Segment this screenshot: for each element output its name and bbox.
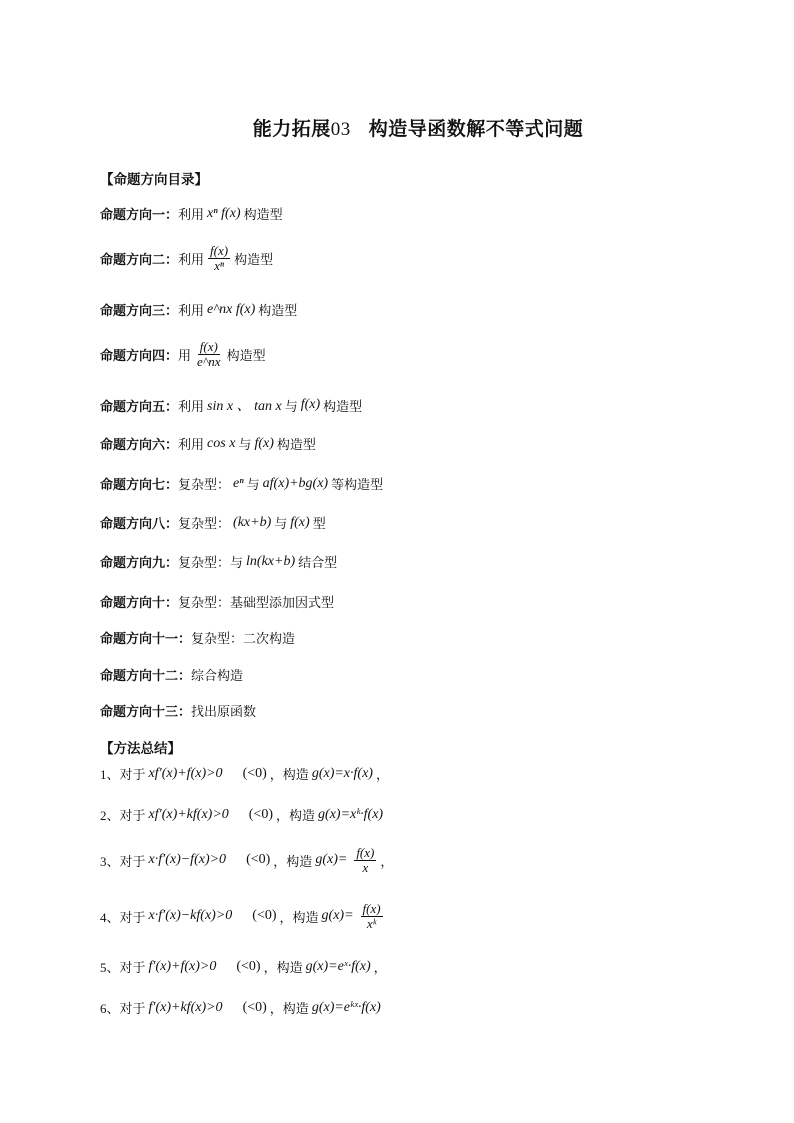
toc-mid: 与 <box>238 438 252 453</box>
method-mid: ，构造 <box>269 1002 309 1017</box>
fraction-numerator: f(x) <box>210 243 229 258</box>
method-mid: ，构造 <box>276 809 316 824</box>
method-alt: (<0) <box>236 958 261 974</box>
toc-math-2: af(x)+bg(x) <box>262 475 329 491</box>
method-result-prefix: g(x)= <box>315 852 348 868</box>
method-end: ， <box>380 854 394 870</box>
toc-mid: 与 <box>246 478 260 493</box>
method-pre: 对于 <box>119 910 146 926</box>
method-condition: f′(x)+kf(x)>0 <box>148 999 223 1015</box>
method-condition: xf′(x)+kf(x)>0 <box>148 806 229 822</box>
toc-pre: 找出原函数 <box>191 705 257 720</box>
toc-math-2: f(x) <box>300 397 321 412</box>
method-result: g(x)=xᵏ·f(x) <box>318 806 384 822</box>
method-end: ， <box>375 768 389 783</box>
method-alt: (<0) <box>252 908 277 924</box>
fraction-denominator: e^nx <box>197 353 221 369</box>
method-mid: ，构造 <box>263 961 303 976</box>
fraction-numerator: f(x) <box>362 901 381 916</box>
method-index: 6、 <box>100 1001 120 1016</box>
toc-math-2: f(x) <box>254 435 274 451</box>
toc-math: sin x 、 tan x <box>207 399 282 414</box>
method-result: g(x)=eˣ·f(x) <box>305 958 371 974</box>
method-condition: x·f′(x)−f(x)>0 <box>148 852 227 868</box>
fraction-denominator: x <box>362 859 369 875</box>
method-fraction <box>354 846 376 874</box>
fraction-numerator: f(x) <box>199 339 218 354</box>
title-prefix: 能力拓展 <box>252 118 331 140</box>
method-index: 5、 <box>100 960 120 975</box>
method-index: 2、 <box>100 808 120 823</box>
method-mid: ，构造 <box>269 768 309 783</box>
method-index: 1、 <box>100 767 120 782</box>
toc-label: 命题方向七： <box>100 478 179 493</box>
toc-pre: 复杂型：基础型添加因式型 <box>178 596 335 611</box>
title-suffix: 构造导函数解不等式问题 <box>368 118 584 140</box>
title-number: 03 <box>330 119 351 140</box>
method-pre: 对于 <box>119 809 146 824</box>
toc-pre: 用 <box>178 348 192 364</box>
toc-label: 命题方向三： <box>100 304 179 319</box>
toc-fraction <box>195 340 223 368</box>
toc-item-4 <box>100 340 266 368</box>
toc-item-11 <box>100 628 295 647</box>
method-result-prefix: g(x)= <box>321 908 354 924</box>
toc-pre: 复杂型：与 <box>178 556 244 571</box>
method-pre: 对于 <box>119 768 146 783</box>
toc-label: 命题方向十二： <box>100 669 192 684</box>
toc-pre: 利用 <box>178 304 205 319</box>
toc-label: 命题方向二： <box>100 252 179 268</box>
method-result: g(x)=x·f(x) <box>311 765 373 781</box>
toc-item-1 <box>100 204 283 223</box>
toc-math: eⁿ <box>233 475 244 491</box>
toc-label: 命题方向十： <box>100 596 179 611</box>
toc-math: (kx+b) <box>233 514 272 530</box>
method-item-1 <box>100 764 389 783</box>
page-title <box>0 114 794 141</box>
toc-pre: 利用 <box>178 252 205 268</box>
toc-label: 命题方向九： <box>100 556 179 571</box>
toc-post: 构造型 <box>226 348 266 364</box>
method-end: ， <box>373 961 387 976</box>
toc-mid: 与 <box>284 399 298 415</box>
toc-pre: 利用 <box>178 438 205 453</box>
toc-post: 构造型 <box>243 208 283 223</box>
method-pre: 对于 <box>119 854 146 870</box>
method-index: 4、 <box>100 909 120 925</box>
method-item-3 <box>100 846 393 874</box>
method-item-2 <box>100 805 386 824</box>
method-alt: (<0) <box>248 806 274 822</box>
toc-label: 命题方向十一： <box>100 632 192 647</box>
method-index: 3、 <box>100 853 120 869</box>
method-pre: 对于 <box>119 961 146 976</box>
toc-pre: 复杂型： <box>178 478 231 493</box>
method-mid: ，构造 <box>273 854 313 870</box>
toc-label: 命题方向一： <box>100 208 179 223</box>
toc-pre: 利用 <box>178 399 205 415</box>
toc-math: cos x <box>207 435 236 451</box>
toc-item-3 <box>100 300 297 319</box>
toc-item-5 <box>100 395 362 415</box>
toc-label: 命题方向十三： <box>100 705 192 720</box>
toc-math: ln(kx+b) <box>246 553 296 569</box>
toc-item-8 <box>100 513 326 532</box>
toc-post: 构造型 <box>276 438 316 453</box>
method-alt: (<0) <box>242 999 267 1015</box>
toc-item-13 <box>100 701 256 720</box>
toc-math: e^nx f(x) <box>207 301 256 317</box>
fraction-numerator: f(x) <box>356 845 375 860</box>
toc-post: 型 <box>312 517 326 532</box>
method-fraction <box>361 902 383 930</box>
toc-pre: 复杂型：二次构造 <box>191 632 296 647</box>
toc-label: 命题方向六： <box>100 438 179 453</box>
fraction-denominator: xⁿ <box>214 257 224 273</box>
toc-item-7 <box>100 474 383 493</box>
toc-fraction <box>208 244 230 272</box>
toc-post: 构造型 <box>258 304 298 319</box>
toc-item-9 <box>100 552 337 571</box>
method-result: g(x)=eᵏˣ·f(x) <box>311 999 381 1015</box>
toc-label: 命题方向四： <box>100 348 179 364</box>
method-item-6 <box>100 998 384 1017</box>
toc-item-10 <box>100 592 334 611</box>
toc-pre: 利用 <box>178 208 205 223</box>
toc-post: 结合型 <box>298 556 338 571</box>
method-alt: (<0) <box>242 765 267 781</box>
method-alt: (<0) <box>246 852 271 868</box>
toc-label: 命题方向八： <box>100 517 179 532</box>
fraction-denominator: xᵏ <box>366 915 377 931</box>
toc-post: 构造型 <box>323 399 363 415</box>
toc-item-12 <box>100 665 243 684</box>
toc-pre: 复杂型： <box>178 517 231 532</box>
toc-item-2 <box>100 244 273 272</box>
toc-label: 命题方向五： <box>100 399 179 415</box>
toc-heading: 【命题方向目录】 <box>100 172 208 188</box>
method-item-4 <box>100 902 387 930</box>
method-mid: ，构造 <box>279 910 319 926</box>
method-condition: f′(x)+f(x)>0 <box>148 958 217 974</box>
method-pre: 对于 <box>119 1002 146 1017</box>
toc-math: xⁿ f(x) <box>207 205 241 221</box>
toc-item-6 <box>100 434 316 453</box>
toc-post: 构造型 <box>234 252 274 268</box>
toc-mid: 与 <box>274 517 288 532</box>
toc-pre: 综合构造 <box>191 669 244 684</box>
method-heading: 【方法总结】 <box>100 741 181 757</box>
toc-math-2: f(x) <box>290 514 310 530</box>
method-condition: xf′(x)+f(x)>0 <box>148 765 223 781</box>
method-item-5 <box>100 957 387 976</box>
toc-post: 等构造型 <box>331 478 384 493</box>
method-condition: x·f′(x)−kf(x)>0 <box>148 908 233 924</box>
